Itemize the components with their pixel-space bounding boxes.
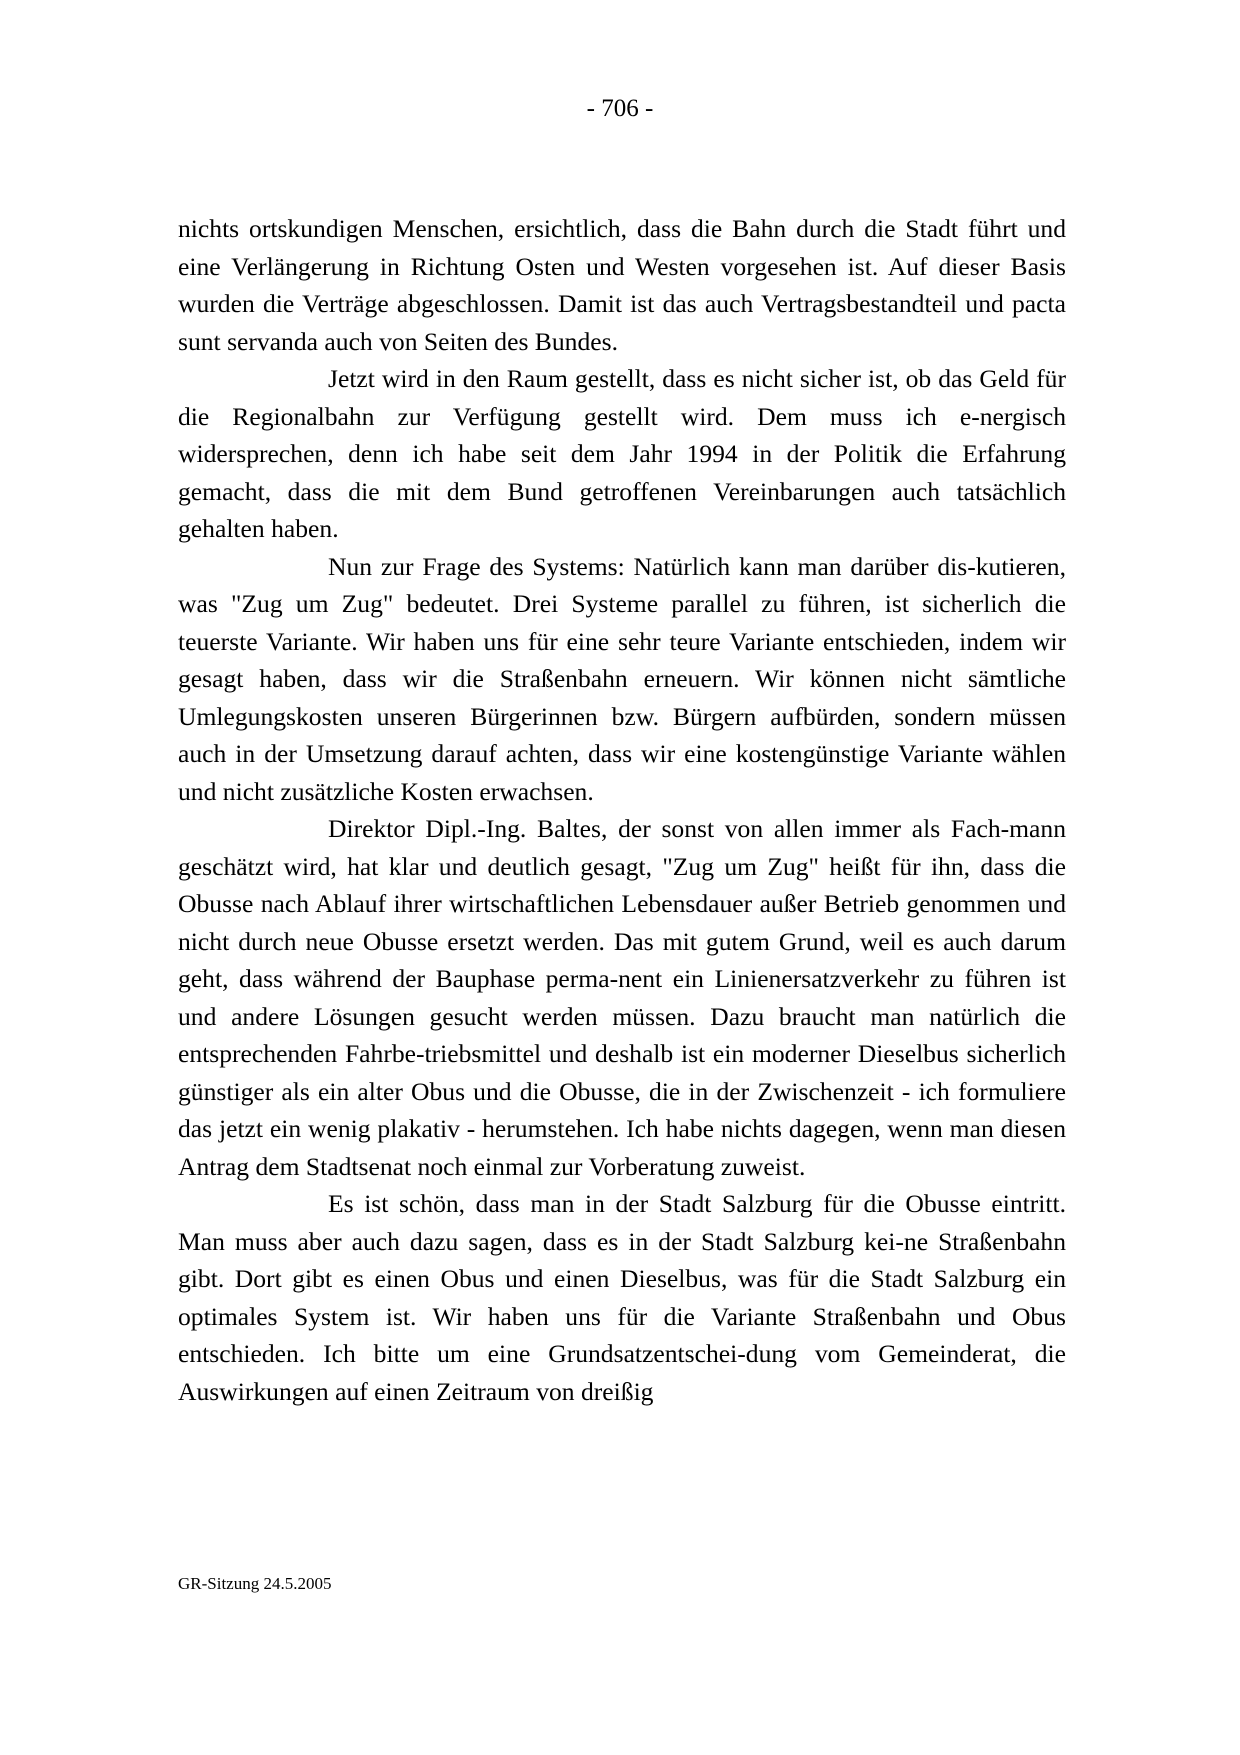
body-text bbox=[178, 210, 1066, 1410]
footer-session-date: GR-Sitzung 24.5.2005 bbox=[178, 1574, 332, 1593]
paragraph-2: Jetzt wird in den Raum gestellt, dass es nicht sicher ist, ob das Geld für die Regionalbahn zur Verfügung gestellt wird. Dem muss ich e-nergisch widersprechen, denn ich habe seit dem Jahr 1994 in der Politik die Erfahrung gemacht, dass die mit dem Bund getroffenen Vereinbarungen auch tatsächlich gehalten haben. bbox=[178, 364, 1066, 543]
paragraph-4: Direktor Dipl.-Ing. Baltes, der sonst von allen immer als Fach-mann geschätzt wird, hat klar und deutlich gesagt, "Zug um Zug" heißt für ihn, dass die Obusse nach Ablauf ihrer wirtschaftlichen Lebensdauer außer Betrieb genommen und nicht durch neue Obusse ersetzt werden. Das mit gutem Grund, weil es auch darum geht, dass während der Bauphase perma-nent ein Linienersatzverkehr zu führen ist und andere Lösungen gesucht werden müssen. Dazu braucht man natürlich die entsprechenden Fahrbe-triebsmittel und deshalb ist ein moderner Dieselbus sicherlich günstiger als ein alter Obus und die Obusse, die in der Zwischenzeit - ich formuliere das jetzt ein wenig plakativ - herumstehen. Ich habe nichts dagegen, wenn man diesen Antrag dem Stadtsenat noch einmal zur Vorberatung zuweist. bbox=[178, 814, 1066, 1181]
paragraph-1: nichts ortskundigen Menschen, ersichtlich, dass die Bahn durch die Stadt führt und eine Verlängerung in Richtung Osten und Westen vorgesehen ist. Auf dieser Basis wurden die Verträge abgeschlossen. Damit ist das auch Vertragsbestandteil und pacta sunt servanda auch von Seiten des Bundes. bbox=[178, 214, 1066, 356]
paragraph-5: Es ist schön, dass man in der Stadt Salzburg für die Obusse eintritt. Man muss aber auch dazu sagen, dass es in der Stadt Salzburg kei-ne Straßenbahn gibt. Dort gibt es einen Obus und einen Dieselbus, was für die Stadt Salzburg ein optimales System ist. Wir haben uns für die Variante Straßenbahn und Obus entschieden. Ich bitte um eine Grundsatzentschei-dung vom Gemeinderat, die Auswirkungen auf einen Zeitraum von dreißig bbox=[178, 1189, 1066, 1406]
page-number: - 706 - bbox=[586, 95, 654, 122]
paragraph-3: Nun zur Frage des Systems: Natürlich kann man darüber dis-kutieren, was "Zug um Zug" bedeutet. Drei Systeme parallel zu führen, ist sicherlich die teuerste Variante. Wir haben uns für eine sehr teure Variante entschieden, indem wir gesagt haben, dass wir die Straßenbahn erneuern. Wir können nicht sämtliche Umlegungskosten unseren Bürgerinnen bzw. Bürgern aufbürden, sondern müssen auch in der Umsetzung darauf achten, dass wir eine kostengünstige Variante wählen und nicht zusätzliche Kosten erwachsen. bbox=[178, 551, 1066, 806]
